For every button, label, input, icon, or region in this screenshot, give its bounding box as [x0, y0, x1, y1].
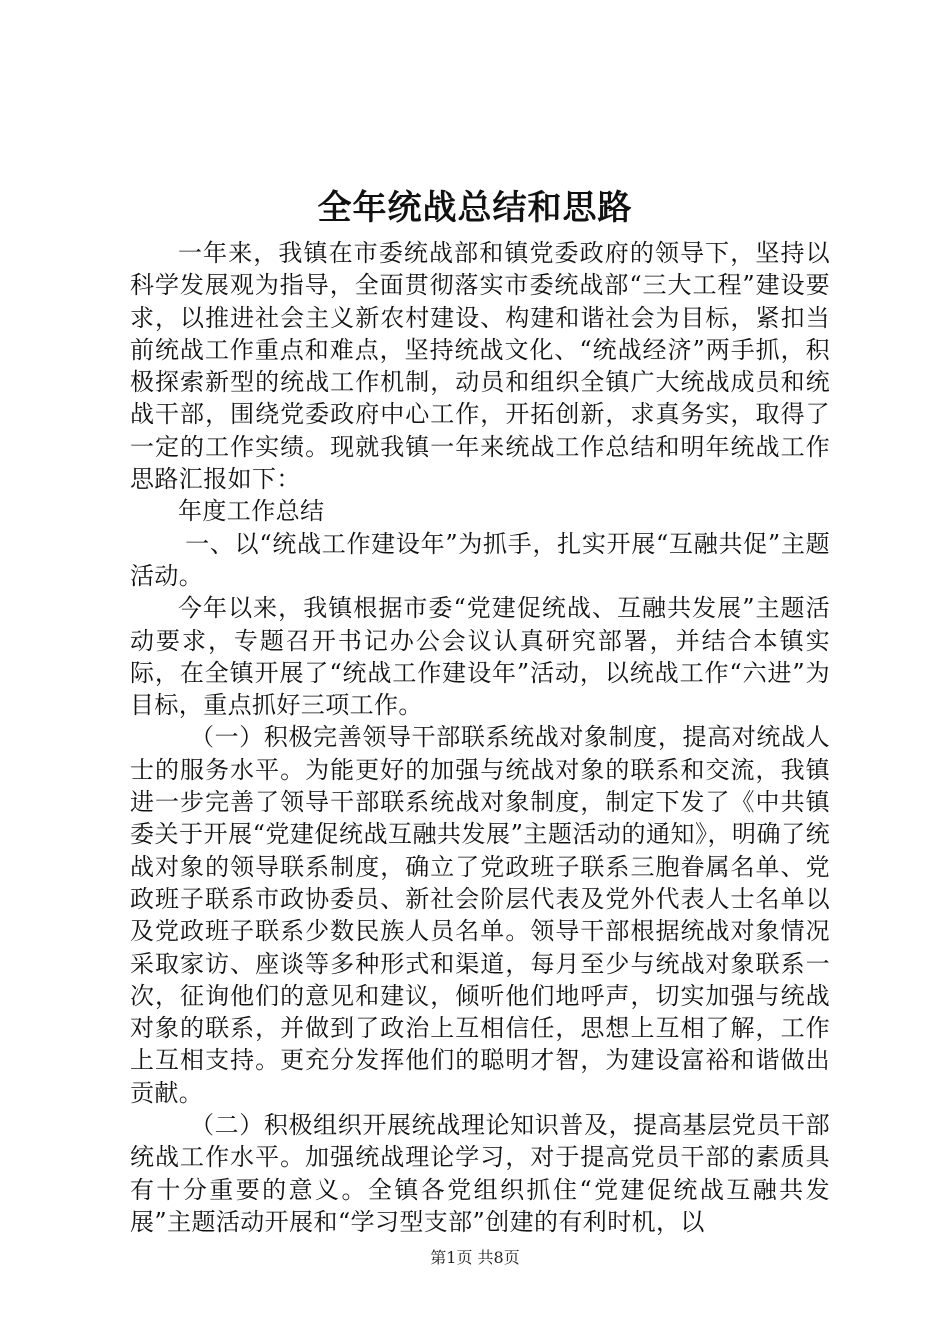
document-body [130, 237, 830, 1238]
document-title: 全年统战总结和思路 [317, 188, 633, 228]
page-number-footer: 第1页 共8页 [430, 1248, 520, 1267]
paragraph-section-one: 今年以来，我镇根据市委“党建促统战、互融共发展”主题活动要求，专题召开书记办公会议认真研究部署，并结合本镇实际，在全镇开展了“统战工作建设年”活动，以统战工作“六进”为目标，重点抓好三项工作。 [130, 594, 830, 720]
section-heading-one: 一、以“统战工作建设年”为抓手，扎实开展“互融共促”主题活动。 [130, 529, 830, 590]
section-heading-annual-summary: 年度工作总结 [178, 497, 325, 526]
paragraph-intro: 一年来，我镇在市委统战部和镇党委政府的领导下，坚持以科学发展观为指导，全面贯彻落实市委统战部“三大工程”建设要求，以推进社会主义新农村建设、构建和谐社会为目标，紧扣当前统战工作重点和难点，坚持统战文化、“统战经济”两手抓，积极探索新型的统战工作机制，动员和组织全镇广大统战成员和统战干部，围绕党委政府中心工作，开拓创新，求真务实，取得了一定的工作实绩。现就我镇一年来统战工作总结和明年统战工作思路汇报如下： [130, 239, 830, 494]
paragraph-subsection-two: （二）积极组织开展统战理论知识普及，提高基层党员干部统战工作水平。加强统战理论学习，对于提高党员干部的素质具有十分重要的意义。全镇各党组织抓住“党建促统战互融共发展”主题活动开展和“学习型支部”创建的有利时机，以 [130, 1111, 830, 1236]
paragraph-subsection-one: （一）积极完善领导干部联系统战对象制度，提高对统战人士的服务水平。为能更好的加强与统战对象的联系和交流，我镇进一步完善了领导干部联系统战对象制度，制定下发了《中共镇委关于开展“党建促统战互融共发展”主题活动的通知》，明确了统战对象的领导联系制度，确立了党政班子联系三胞眷属名单、党政班子联系市政协委员、新社会阶层代表及党外代表人士名单以及党政班子联系少数民族人员名单。领导干部根据统战对象情况采取家访、座谈等多种形式和渠道，每月至少与统战对象联系一次，征询他们的意见和建议，倾听他们地呼声，切实加强与统战对象的联系，并做到了政治上互相信任，思想上互相了解，工作上互相支持。更充分发挥他们的聪明才智，为建设富裕和谐做出贡献。 [130, 723, 830, 1107]
